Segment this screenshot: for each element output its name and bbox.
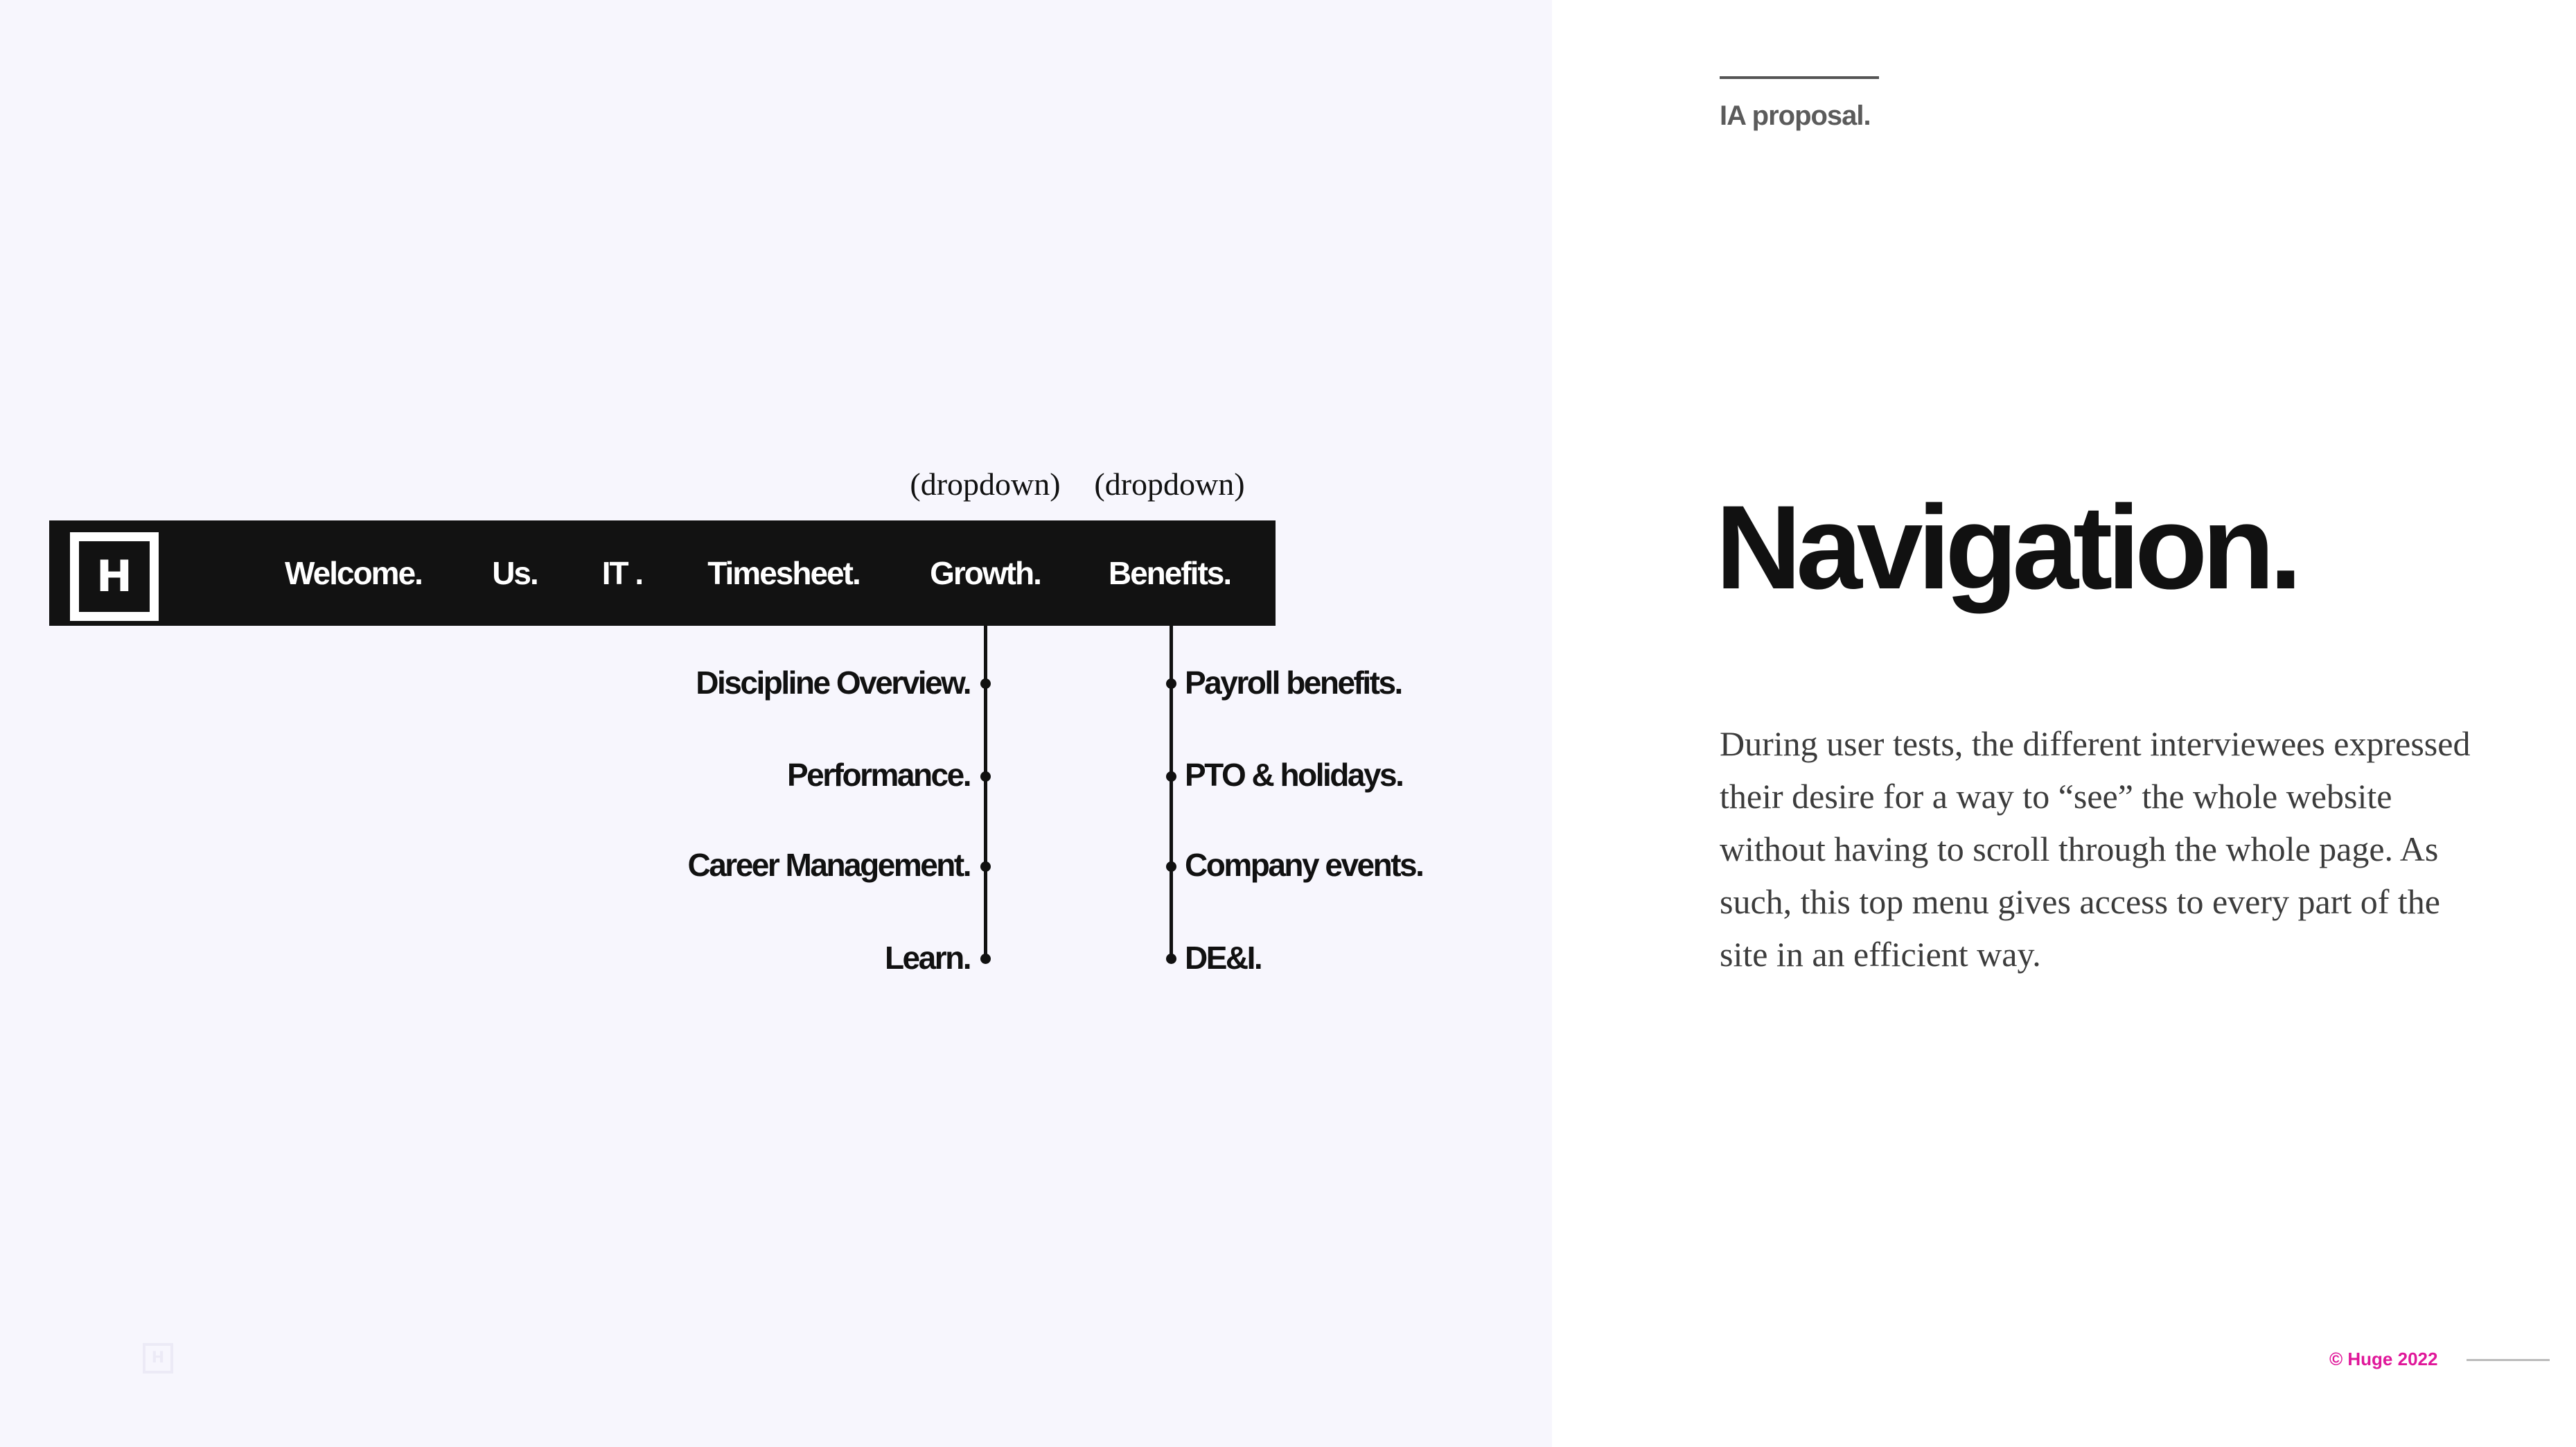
- page-title: Navigation.: [1715, 481, 2297, 614]
- benefits-dot: [1166, 678, 1176, 689]
- body-paragraph: During user tests, the different interviewees expressed their desire for a way to “see” the whole website without having to scroll through the whole page. As such, this top menu gives access to every part of the site in an efficient way.: [1720, 724, 2471, 974]
- growth-dot: [980, 678, 991, 689]
- logo-letter: H: [96, 551, 132, 602]
- growth-sub-item-learn[interactable]: Learn.: [884, 940, 970, 976]
- section-kicker: IA proposal.: [1720, 100, 1871, 131]
- nav-item-growth[interactable]: Growth.: [930, 555, 1041, 591]
- benefits-dot: [1166, 861, 1176, 872]
- growth-dot: [980, 861, 991, 872]
- growth-dropdown-line: [984, 626, 987, 962]
- benefits-dot: [1166, 954, 1176, 964]
- nav-item-timesheet[interactable]: Timesheet.: [707, 555, 860, 591]
- nav-item-us[interactable]: Us.: [492, 555, 538, 591]
- benefits-sub-item-dei[interactable]: DE&I.: [1185, 940, 1262, 976]
- nav-item-it[interactable]: IT .: [601, 555, 643, 591]
- benefits-sub-item-payroll[interactable]: Payroll benefits.: [1185, 665, 1402, 701]
- huge-logo-icon[interactable]: [70, 532, 159, 621]
- nav-item-benefits[interactable]: Benefits.: [1108, 555, 1231, 591]
- watermark-logo-icon: H: [143, 1343, 173, 1374]
- top-nav-bar: [49, 520, 1276, 626]
- growth-dot: [980, 771, 991, 782]
- footer-rule: [2467, 1359, 2550, 1361]
- benefits-sub-item-pto-holidays[interactable]: PTO & holidays.: [1185, 757, 1403, 793]
- nav-item-welcome[interactable]: Welcome.: [285, 555, 422, 591]
- kicker-rule: [1720, 76, 1879, 79]
- benefits-dot: [1166, 771, 1176, 782]
- growth-sub-item-performance[interactable]: Performance.: [786, 757, 970, 793]
- growth-dot: [980, 954, 991, 964]
- growth-sub-item-discipline-overview[interactable]: Discipline Overview.: [696, 665, 970, 701]
- dropdown-note-growth: (dropdown): [910, 466, 1061, 502]
- copyright-text: © Huge 2022: [2329, 1349, 2438, 1369]
- growth-sub-item-career-management[interactable]: Career Management.: [687, 847, 970, 883]
- benefits-dropdown-line: [1170, 626, 1173, 962]
- dropdown-note-benefits: (dropdown): [1094, 466, 1245, 502]
- benefits-sub-item-company-events[interactable]: Company events.: [1185, 847, 1423, 883]
